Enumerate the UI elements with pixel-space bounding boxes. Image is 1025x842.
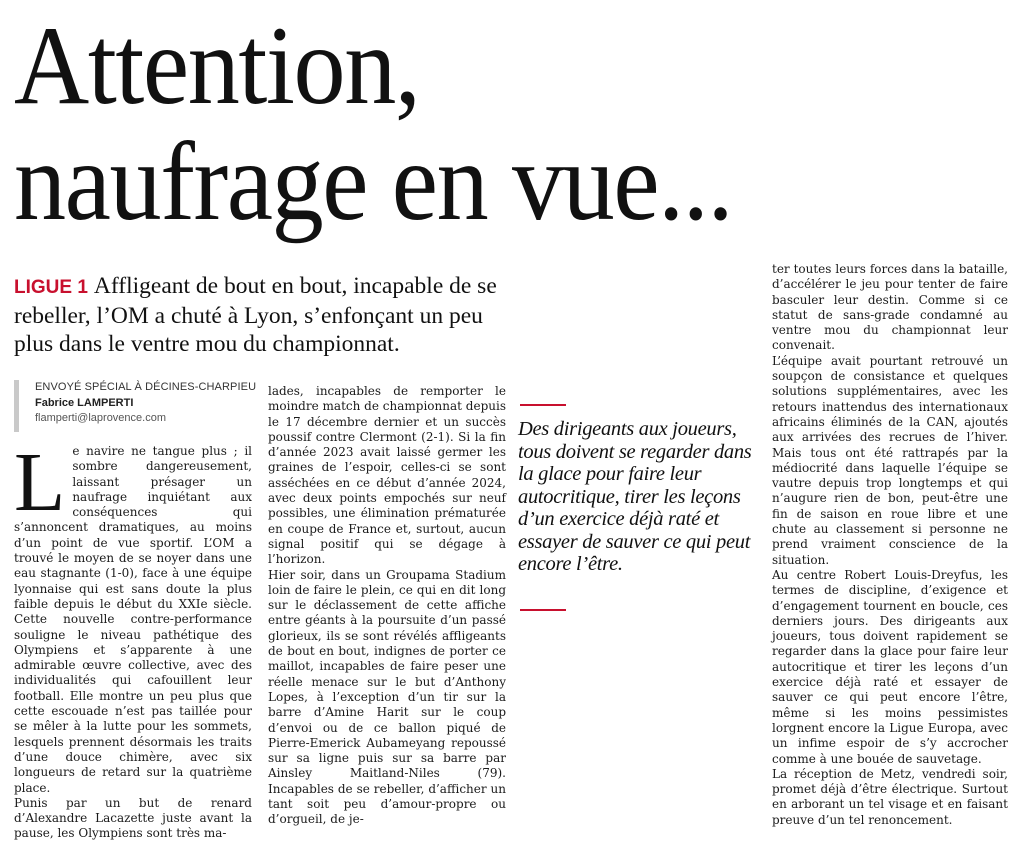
byline <box>14 380 259 432</box>
headline-line-2: naufrage en vue... <box>14 120 733 244</box>
paragraph-1: e navire ne tangue plus ; il sombre dangereusement, laissant présager un naufrage inquiétant aux conséquences qui s’annoncent dramatiques, au moins d’un point de vue sportif. L’OM a trouvé le moyen de se noyer dans une eau stagnante (1-0), face à une équipe lyonnaise qui est sans doute la plus faible depuis le début du XXIe siècle. Cette nouvelle contre-performance souligne le niveau pathétique des Olympiens et s’apparente à une admirable œuvre collective, avec des individualités qui cafouillent leur football. Elle montre un peu plus que cette escouade n’est pas taillée pour se mêler à la lutte pour les sommets, lesquels prennent désormais les traits d’une douce chimère, avec six longueurs de retard sur la quatrième place. <box>14 444 252 795</box>
paragraph-2-start: Punis par un but de renard d’Alexandre Lacazette juste avant la pause, les Olympiens sont très ma- <box>14 795 252 841</box>
paragraph-3: Hier soir, dans un Groupama Stadium loin de faire le plein, ce qui en dit long sur le déclassement de cette affiche entre géants à la poursuite d’un passé glorieux, ils se sont révélés affligeants de bout en bout, indignes de porter ce maillot, incapables de faire peser une réelle menace sur le but d’Anthony Lopes, à l’exception d’un tir sur la barre d’Amine Harit sur le coup d’envoi ou de ce ballon piqué de Pierre-Emerick Aubameyang repoussé sur sa ligne puis sur sa barre par Ainsley Maitland-Niles (79). Incapables de se rebeller, d’afficher un tant soit peu d’amour-propre ou d’orgueil, de je- <box>268 567 506 827</box>
byline-email[interactable]: flamperti@laprovence.com <box>35 412 166 424</box>
paragraph-6: La réception de Metz, vendredi soir, promet déjà d’être électrique. Surtout en arborant un tel visage et en faisant preuve d’un tel renoncement. <box>772 766 1008 827</box>
headline <box>14 4 944 244</box>
pull-quote-top-rule <box>520 404 566 406</box>
byline-role: ENVOYÉ SPÉCIAL À DÉCINES-CHARPIEU <box>35 381 257 393</box>
paragraph-5: Au centre Robert Louis-Dreyfus, les termes de discipline, d’exigence et d’engagement tournent en boucle, ces derniers jours. Des dirigeants aux joueurs, tous doivent rapidement se regarder dans la glace pour faire leur autocritique et tirer les leçons d’un exercice déjà raté et essayer de sauver ce qui peut encore l’être, même si les moins pessimistes lorgnent encore la Ligue Europa, avec un infime espoir de s’y accrocher comme à une bouée de sauvetage. <box>772 567 1008 766</box>
pull-quote <box>518 404 760 614</box>
standfirst <box>14 272 504 358</box>
kicker-label: LIGUE 1 <box>14 277 88 298</box>
standfirst-text: Affligeant de bout en bout, incapable de se rebeller, l’OM a chuté à Lyon, s’enfonçant un peu plus dans le ventre mou du championnat. <box>14 273 497 357</box>
paragraph-4: L’équipe avait pourtant retrouvé un soupçon de consistance et quelques solutions supplémentaires, avec les retours inattendus des internationaux africains éliminés de la CAN, ajoutés aux arrivées des recrues de l’hiver. Mais tous ont été rattrapés par la médiocrité dans laquelle l’équipe se vautre depuis trop longtemps et qui n’augure rien de bon, peut-être une fin de saison en roue libre et une chute au classement si personne ne prend vraiment conscience de la situation. <box>772 353 1008 567</box>
paragraph-2-end: lades, incapables de remporter le moindre match de championnat depuis le 17 décembre dernier et un succès poussif contre Clermont (2-1). Si la fin d’année 2023 avait laissé germer les graines de l’espoir, celles-ci se sont asséchées en ce début d’année 2024, avec deux points empochés sur neuf possibles, une élimination prématurée en coupe de France et, surtout, aucun signal positif qui se dégage à l’horizon. <box>268 384 506 567</box>
headline-line-1: Attention, <box>14 4 420 128</box>
paragraph-3-end: ter toutes leurs forces dans la bataille, d’accélérer le jeu pour tenter de faire basculer leur destin. Comme si ce statut de sans-grade condamné au ventre mou du championnat leur convenait. <box>772 262 1008 353</box>
article-column-2 <box>268 384 506 828</box>
pull-quote-text: Des dirigeants aux joueurs, tous doivent se regarder dans la glace pour faire leur autocritique, tirer les leçons d’un exercice déjà raté et essayer de sauver ce qui peut encore l’être. <box>518 418 752 575</box>
article-column-3 <box>772 262 1008 828</box>
drop-cap: L <box>14 436 66 529</box>
article-column-1 <box>14 436 252 841</box>
pull-quote-bottom-rule <box>520 609 566 611</box>
byline-author: Fabrice LAMPERTI <box>35 396 134 409</box>
